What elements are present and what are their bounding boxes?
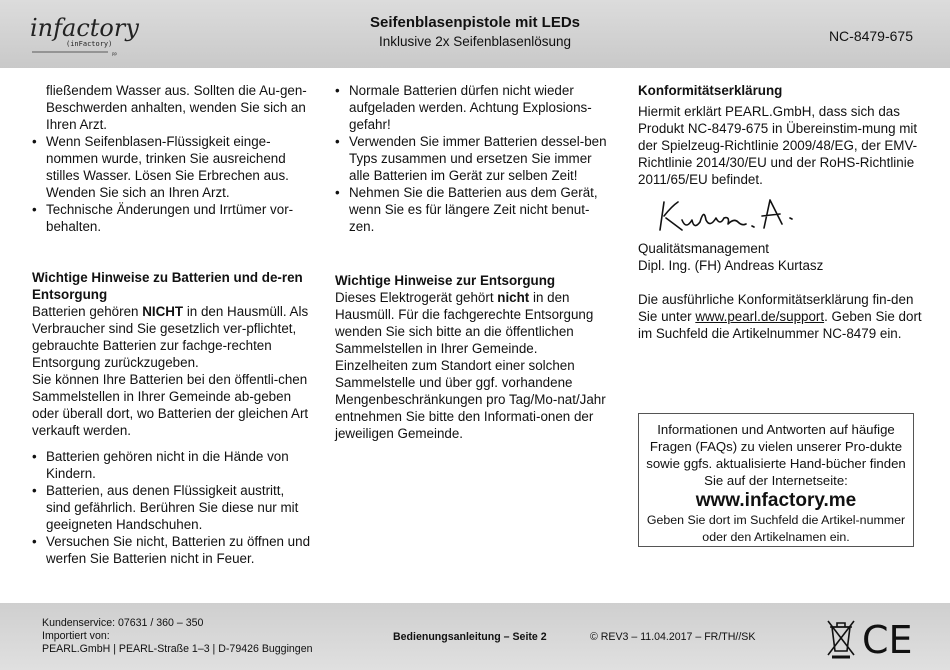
signatory-name: Dipl. Ing. (FH) Andreas Kurtasz — [638, 258, 824, 273]
list-item: • Nehmen Sie die Batterien aus dem Gerät, wenn Sie es für längere Zeit nicht benut-zen. — [335, 184, 611, 235]
page-footer — [0, 603, 950, 670]
product-subtitle: Inklusive 2x Seifenblasenlösung — [378, 34, 572, 49]
signatory-role: Qualitätsmanagement — [638, 241, 770, 256]
list-item: • Wenn Seifenblasen-Flüssigkeit einge-nommen wurde, trinken Sie ausreichend stilles Wasser. Lösen Sie Erbrechen aus. Wenden Sie sich an Ihren Arzt. — [32, 133, 312, 201]
conformity-detail — [638, 291, 924, 342]
footer-contact — [42, 617, 313, 656]
battery-paragraph-2: Sie können Ihre Batterien bei den öffentli-chen Sammelstellen in Ihrer Gemeinde ab-geben oder überall dort, wo Batterien der gleichen Art verkauft werden. — [32, 372, 309, 438]
column-1 — [32, 82, 312, 567]
logo-sub: (inFactory) — [66, 40, 113, 48]
list-item: • Verwenden Sie immer Batterien dessel-ben Typs zusammen und ersetzen Sie immer alle Batterien im Gerät zur selben Zeit! — [335, 133, 611, 184]
ce-mark-icon: CE — [862, 618, 913, 662]
revision-label: © REV3 – 11.04.2017 – FR/TH//SK — [590, 631, 756, 643]
faq-info-box — [638, 413, 914, 547]
battery-paragraph-1 — [32, 303, 312, 371]
customer-service: Kundenservice: 07631 / 360 – 350 — [42, 617, 204, 629]
conformity-text: Hiermit erklärt PEARL.GmbH, dass sich das Produkt NC-8479-675 in Übereinstim-mung mit der Spielzeug-Richtlinie 2009/48/EG, der EMV-Richtlinie 2014/30/EU und der RoHS-Richtlinie 2011/65/EU befindet. — [638, 104, 918, 187]
battery-text-post: in den Hausmüll. Als Verbraucher sind Sie gesetzlich ver-pflichtet, gebrauchte Batterien zur fachge-rechten Entsorgung zurückzugeben. — [32, 304, 309, 370]
faq-search-note: Geben Sie dort im Suchfeld die Artikel-nummer oder den Artikelnamen ein. — [646, 513, 906, 544]
battery-heading: Wichtige Hinweise zu Batterien und de-ren Entsorgung — [32, 270, 303, 302]
list-item: • Versuchen Sie nicht, Batterien zu öffnen und werfen Sie Batterien nicht in Feuer. — [32, 533, 312, 567]
weee-bin-icon — [828, 621, 854, 657]
column-2 — [335, 82, 611, 442]
battery-text-pre: Batterien gehören — [32, 304, 143, 319]
disposal-heading: Wichtige Hinweise zur Entsorgung — [335, 273, 556, 288]
logo-pp: PP — [112, 52, 117, 57]
column-3 — [638, 82, 924, 342]
disposal-text-post: in den Hausmüll. Für die fachgerechte Entsorgung wenden Sie sich bitte an die öffentlichen Sammelstellen in Ihrer Gemeinde. Einzelheiten zum Standort einer solchen Sammelstelle und über ggf. vorhandene Mengenbeschränkungen pro Tag/Mo-nat/Jahr entnehmen Sie bitte den Informati-onen der jeweiligen Gemeinde. — [335, 290, 606, 441]
list-item: • Batterien, aus denen Flüssigkeit austritt, sind gefährlich. Berühren Sie diese nur mit geeigneten Handschuhen. — [32, 482, 312, 533]
faq-info-text: Informationen und Antworten auf häufige Fragen (FAQs) zu vielen unserer Pro-dukte sowie ggfs. aktualisierte Hand-bücher finden Sie auf der Internetseite: — [646, 422, 906, 488]
logo-text: infactory — [30, 14, 139, 42]
manual-page-label: Bedienungsanleitung – Seite 2 — [393, 631, 547, 643]
list-item: • Technische Änderungen und Irrtümer vor-behalten. — [32, 201, 312, 235]
list-item: • Batterien gehören nicht in die Hände von Kindern. — [32, 448, 312, 482]
list-item: • Normale Batterien dürfen nicht wieder aufgeladen werden. Achtung Explosions-gefahr! — [335, 82, 611, 133]
detail-text-post: . Geben Sie dort im Suchfeld die Artikelnummer NC-8479 ein. — [638, 309, 922, 341]
conformity-heading: Konformitätserklärung — [638, 83, 783, 98]
disposal-paragraph — [335, 289, 611, 442]
detail-text-pre: Die ausführliche Konformitätserklärung fin-den Sie unter — [638, 292, 914, 324]
page-header — [0, 0, 950, 68]
battery-list-continued — [335, 82, 611, 235]
disposal-text-bold: nicht — [497, 290, 530, 305]
imported-by-label: Importiert von: — [42, 630, 110, 642]
safety-list — [32, 133, 312, 235]
disposal-text-pre: Dieses Elektrogerät gehört — [335, 290, 498, 305]
product-code: NC-8479-675 — [828, 28, 913, 44]
infactory-url[interactable]: www.infactory.me — [695, 490, 857, 511]
battery-list — [32, 448, 312, 567]
support-link[interactable]: www.pearl.de/support — [695, 309, 825, 324]
product-title: Seifenblasenpistole mit LEDs — [369, 14, 581, 31]
battery-text-bold: NICHT — [142, 304, 184, 319]
importer-address: PEARL.GmbH | PEARL-Straße 1–3 | D-79426 Buggingen — [42, 643, 313, 655]
certification-icons — [826, 615, 920, 661]
signature-image — [652, 196, 802, 236]
safety-continued-text: fließendem Wasser aus. Sollten die Au-gen-Beschwerden anhalten, wenden Sie sich an Ihren Arzt. — [46, 83, 307, 132]
svg-text:PP — [112, 52, 117, 57]
